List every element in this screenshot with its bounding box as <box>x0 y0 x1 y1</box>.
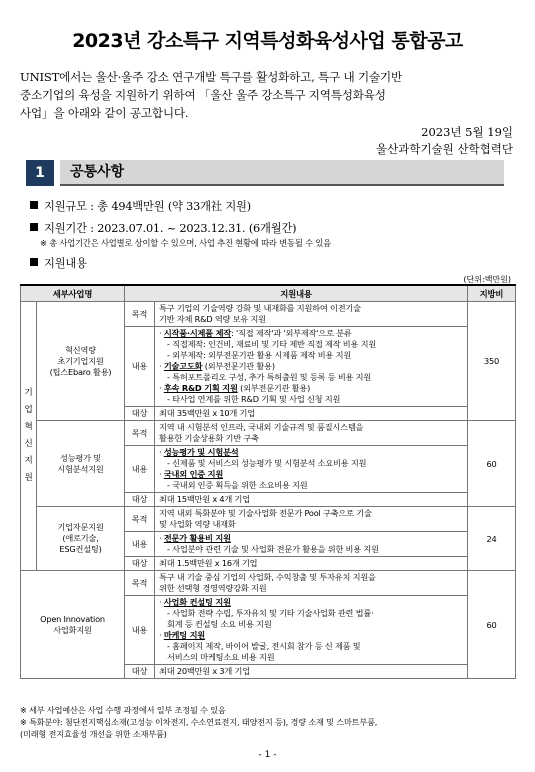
content-cell <box>155 596 468 665</box>
purpose-line: 기반 자체 R&D 역량 보유 지원 <box>159 314 266 324</box>
bullet-scale <box>30 198 251 214</box>
content-line: - 국내외 인증 획득을 위한 소요비용 지원 <box>167 480 308 490</box>
content-cell <box>155 532 468 557</box>
target-cell: 최대 35백만원 x 10개 기업 <box>155 407 468 421</box>
content-line: - 직접제작: 인건비, 재료비 및 기타 제반 직접 제작 비용 지원 <box>167 339 377 349</box>
content-line: · 후속 R&D 기획 지원 (외부전문기관 활용) <box>159 383 311 393</box>
purpose-label: 목적 <box>125 421 155 446</box>
content-label: 내용 <box>125 596 155 665</box>
content-line: - 타사업 연계를 위한 R&D 기획 및 사업 신청 지원 <box>167 394 341 404</box>
intro-line: UNIST에서는 울산·울주 강소 연구개발 특구를 활성화하고, 특구 내 기술기반 <box>20 70 403 84</box>
program-name-line: 성능평가 및 <box>60 452 101 463</box>
period-note: ※ 총 사업기간은 사업별로 상이할 수 있으며, 사업 추진 현황에 따라 변동될 수 있음 <box>40 238 331 248</box>
footnote: (미래형 전지효율성 개선을 위한 소재부품) <box>20 729 167 739</box>
square-bullet-icon <box>30 201 38 209</box>
target-label: 대상 <box>125 557 155 571</box>
section-title: 공통사항 <box>60 160 504 186</box>
purpose-cell <box>155 571 468 596</box>
group-label <box>21 302 37 571</box>
column-header: 지방비 <box>468 285 516 302</box>
program-name-line: Open Innovation <box>40 613 105 624</box>
footnote: ※ 특화분야: 첨단전지핵심소재(고성능 이차전지, 수소연료전지, 태양전지 등), 경량 소재 및 스마트부품, <box>20 717 378 727</box>
target-label: 대상 <box>125 665 155 679</box>
purpose-cell <box>155 421 468 446</box>
bullet-text: 지원규모 : 총 494백만원 (약 33개社 지원) <box>44 200 251 213</box>
budget-cell: 350 <box>468 302 516 421</box>
bullet-text: 지원내용 <box>44 257 87 270</box>
content-line: - 특허포트폴리오 구성, 추가 특허출원 및 등록 등 비용 지원 <box>167 372 372 382</box>
group-char: 혁 <box>24 422 33 432</box>
bullet-period <box>30 220 296 236</box>
group-char: 업 <box>24 405 33 415</box>
content-label: 내용 <box>125 446 155 493</box>
purpose-line: 위한 선택형 경영역량강화 지원 <box>159 583 267 593</box>
content-line: - 신제품 및 서비스의 성능평가 및 시험분석 소요비용 지원 <box>167 458 367 468</box>
content-line: · 마케팅 지원 <box>159 630 206 640</box>
content-line: - 홈페이지 제작, 바이어 발굴, 전시회 참가 등 신 제품 및 <box>167 641 361 651</box>
content-line: - 사업분야 관련 기술 및 사업화 전문가 활용을 위한 비용 지원 <box>167 544 379 554</box>
support-table <box>20 284 516 679</box>
program-name-line: 시험분석지원 <box>57 463 104 474</box>
target-cell: 최대 1.5백만원 x 16개 기업 <box>155 557 468 571</box>
target-label: 대상 <box>125 493 155 507</box>
content-cell <box>155 446 468 493</box>
table-row <box>21 302 516 327</box>
budget-cell: 24 <box>468 507 516 571</box>
column-header: 세부사업명 <box>21 285 125 302</box>
group-char: 기 <box>24 388 33 398</box>
organization-name: 울산과학기술원 산학협력단 <box>376 142 513 156</box>
content-line: · 국내외 인증 지원 <box>159 469 224 479</box>
page-number: - 1 - <box>258 750 277 760</box>
purpose-line: 및 사업화 역량 내재화 <box>159 519 236 529</box>
program-name-line: (팁스Ebaro 활용) <box>49 366 112 377</box>
square-bullet-icon <box>30 223 38 231</box>
content-line: - 사업화 전략 수립, 투자유치 및 기타 기술사업화 관련 법률· <box>167 608 374 618</box>
group-char: 지 <box>24 456 33 466</box>
content-line: · 성능평가 및 시험분석 <box>159 447 239 457</box>
square-bullet-icon <box>30 258 38 266</box>
purpose-cell <box>155 302 468 327</box>
purpose-line: 활용한 기술상용화 기반 구축 <box>159 433 259 443</box>
unit-label: (단위:백만원) <box>463 275 511 284</box>
purpose-label: 목적 <box>125 302 155 327</box>
page-title: 2023년 강소특구 지역특성화육성사업 통합공고 <box>72 30 463 52</box>
section-number: 1 <box>26 160 54 186</box>
content-line: 회계 등 컨설팅 소요 비용 지원 <box>167 619 272 629</box>
purpose-line: 지역 내외 특화분야 및 기술사업화 전문가 Pool 구축으로 기술 <box>159 508 372 518</box>
bullet-content <box>30 255 87 271</box>
content-label: 내용 <box>125 532 155 557</box>
intro-line: 중소기업의 육성을 지원하기 위하여 「울산 울주 강소특구 지역특성화육성 <box>20 88 386 102</box>
content-line: · 전문가 활용비 지원 <box>159 533 231 543</box>
content-cell <box>155 327 468 407</box>
program-name <box>21 571 125 679</box>
target-label: 대상 <box>125 407 155 421</box>
content-line: · 시작품·시제품 제작: '직접 제작'과 '외부제작'으로 분류 <box>159 328 352 338</box>
purpose-line: 특구 기업의 기술역량 강화 및 내재화를 지원하여 이전기술 <box>159 303 361 313</box>
purpose-label: 목적 <box>125 571 155 596</box>
purpose-label: 목적 <box>125 507 155 532</box>
program-name-line: ESG컨설팅) <box>59 544 102 554</box>
content-line: 서비스의 마케팅소요 비용 지원 <box>167 652 275 662</box>
purpose-line: 지역 내 시험분석 인프라, 국내외 기술규격 및 품질시스템을 <box>159 422 364 432</box>
content-label: 내용 <box>125 327 155 407</box>
budget-cell: 60 <box>468 421 516 507</box>
program-name-line: 초기기업지원 <box>57 355 104 366</box>
target-cell: 최대 15백만원 x 4개 기업 <box>155 493 468 507</box>
program-name <box>37 421 125 507</box>
group-char: 원 <box>24 473 33 483</box>
purpose-line: 특구 내 기술 중심 기업의 사업화, 수익창출 및 투자유치 지원을 <box>159 572 376 582</box>
program-name <box>37 302 125 421</box>
table-header-row <box>21 285 516 302</box>
program-name-line: 혁신역량 <box>65 344 96 355</box>
intro-paragraph <box>20 68 520 122</box>
content-line: · 사업화 컨설팅 지원 <box>159 597 231 607</box>
footnote: ※ 세부 사업예산은 사업 수행 과정에서 일부 조정될 수 있음 <box>20 705 226 715</box>
table-row <box>21 571 516 596</box>
section-header <box>26 160 504 186</box>
budget-cell: 60 <box>468 571 516 679</box>
table-row <box>21 421 516 446</box>
bullet-text: 지원기간 : 2023.07.01. ~ 2023.12.31. (6개월간) <box>44 222 297 235</box>
program-name-line: (애로기술, <box>62 533 99 543</box>
table-row <box>21 507 516 532</box>
column-header: 지원내용 <box>125 285 468 302</box>
program-name-line: 사업화지원 <box>53 624 92 635</box>
group-char: 신 <box>24 439 33 449</box>
target-cell: 최대 20백만원 x 3개 기업 <box>155 665 468 679</box>
program-name <box>37 507 125 571</box>
announcement-date: 2023년 5월 19일 <box>421 125 513 139</box>
purpose-cell <box>155 507 468 532</box>
content-line: · 기술고도화 (외부전문기관 활용) <box>159 361 275 371</box>
content-line: - 외부제작: 외부전문기관 활용 시제품 제작 비용 지원 <box>167 350 352 360</box>
program-name-line: 기업자문지원 <box>57 522 104 532</box>
intro-line: 사업」을 아래와 같이 공고합니다. <box>20 106 189 120</box>
